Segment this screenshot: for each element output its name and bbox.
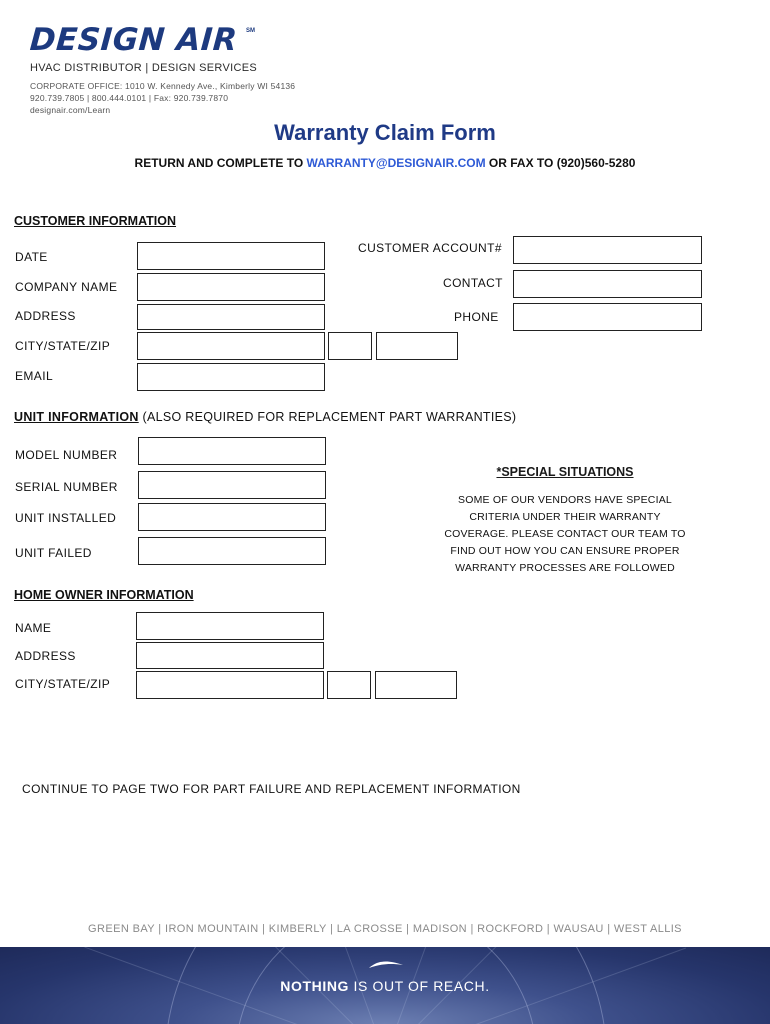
special-line: COVERAGE. PLEASE CONTACT OUR TEAM TO (444, 528, 686, 540)
special-line: SOME OF OUR VENDORS HAVE SPECIAL (458, 494, 672, 506)
customer-email-field[interactable] (137, 363, 325, 391)
phone-label: PHONE (454, 310, 499, 324)
homeowner-city-state-zip-label: CITY/STATE/ZIP (15, 677, 111, 691)
homeowner-city-field[interactable] (136, 671, 324, 699)
slogan-rest: IS OUT OF REACH. (349, 978, 490, 994)
contact-field[interactable] (513, 270, 702, 298)
customer-address-label: ADDRESS (15, 309, 76, 323)
return-instructions (0, 156, 770, 170)
homeowner-name-field[interactable] (136, 612, 324, 640)
phone-line: 920.739.7805 | 800.444.0101 | Fax: 920.739.7870 (30, 93, 229, 103)
unit-installed-field[interactable] (138, 503, 326, 531)
homeowner-address-label: ADDRESS (15, 649, 76, 663)
logo-service-mark: SM (246, 28, 255, 34)
customer-state-field[interactable] (328, 332, 372, 360)
unit-info-note: (ALSO REQUIRED FOR REPLACEMENT PART WARRANTIES) (138, 410, 517, 424)
customer-email-label: EMAIL (15, 369, 54, 383)
unit-info-heading-row (14, 410, 516, 424)
homeowner-address-field[interactable] (136, 642, 324, 669)
homeowner-zip-field[interactable] (375, 671, 457, 699)
slogan-bold: NOTHING (280, 978, 350, 994)
unit-failed-field[interactable] (138, 537, 326, 565)
homeowner-info-heading: HOME OWNER INFORMATION (14, 588, 194, 602)
website-link[interactable]: designair.com/Learn (30, 105, 111, 115)
unit-info-heading: UNIT INFORMATION (14, 410, 139, 424)
customer-account-field[interactable] (513, 236, 702, 264)
special-line: CRITERIA UNDER THEIR WARRANTY (469, 511, 661, 523)
unit-installed-label: UNIT INSTALLED (15, 511, 117, 525)
serial-number-field[interactable] (138, 471, 326, 499)
customer-address-field[interactable] (137, 304, 325, 330)
model-number-field[interactable] (138, 437, 326, 465)
homeowner-name-label: NAME (15, 621, 52, 635)
unit-failed-label: UNIT FAILED (15, 546, 92, 560)
customer-city-state-zip-label: CITY/STATE/ZIP (15, 339, 111, 353)
footer-slogan (0, 978, 770, 994)
special-line: FIND OUT HOW YOU CAN ENSURE PROPER (450, 545, 680, 557)
phone-field[interactable] (513, 303, 702, 331)
company-name-label: COMPANY NAME (15, 280, 118, 294)
contact-label: CONTACT (443, 276, 503, 290)
special-situations-heading: *SPECIAL SITUATIONS (496, 465, 634, 479)
model-number-label: MODEL NUMBER (15, 448, 118, 462)
swoosh-icon (368, 959, 404, 971)
return-prefix: RETURN AND COMPLETE TO (134, 156, 307, 170)
special-situations-text (420, 492, 710, 577)
customer-info-heading: CUSTOMER INFORMATION (14, 214, 177, 228)
company-tagline: HVAC DISTRIBUTOR | DESIGN SERVICES (30, 62, 257, 74)
customer-account-label: CUSTOMER ACCOUNT# (358, 241, 502, 255)
serial-number-label: SERIAL NUMBER (15, 480, 118, 494)
customer-zip-field[interactable] (376, 332, 458, 360)
company-logo: DESIGN AIR (28, 22, 239, 58)
corporate-address: CORPORATE OFFICE: 1010 W. Kennedy Ave., Kimberly WI 54136 (30, 81, 296, 91)
customer-city-field[interactable] (137, 332, 325, 360)
date-field[interactable] (137, 242, 325, 270)
warranty-email-link[interactable]: WARRANTY@DESIGNAIR.COM (306, 156, 486, 170)
form-title: Warranty Claim Form (274, 120, 496, 145)
company-name-field[interactable] (137, 273, 325, 301)
homeowner-state-field[interactable] (327, 671, 371, 699)
date-label: DATE (15, 250, 48, 264)
branch-locations: GREEN BAY | IRON MOUNTAIN | KIMBERLY | LA CROSSE | MADISON | ROCKFORD | WAUSAU | WEST ALLIS (88, 923, 682, 935)
return-suffix: OR FAX TO (920)560-5280 (485, 156, 636, 170)
special-line: WARRANTY PROCESSES ARE FOLLOWED (455, 562, 675, 574)
continue-note: CONTINUE TO PAGE TWO FOR PART FAILURE AND REPLACEMENT INFORMATION (22, 782, 521, 796)
